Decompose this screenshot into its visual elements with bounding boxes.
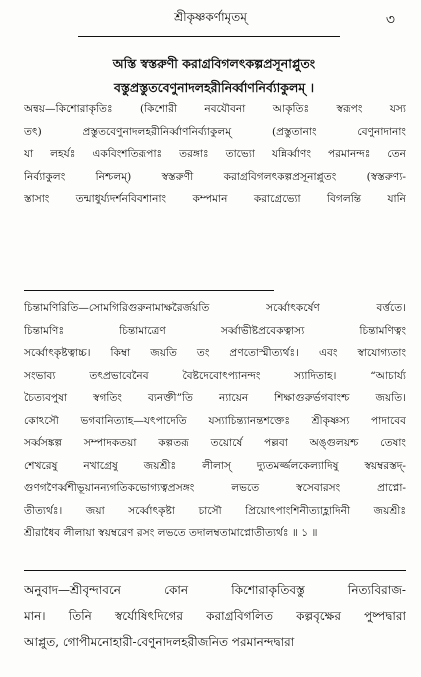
page-header (0, 6, 421, 28)
commentary-line: নির্ব্যাকুলং নিশ্চলম্) স্বস্তরুণী করাগ্রবিগলৎকল্পপ্রসূনাপ্লুতং (স্বস্তরুণ্য- (24, 170, 406, 183)
footnote-line: শ্রীরাধৈব লীলায়া স্বয়ম্বরেণ রসং লভতে তদালম্বতামাপ্নোতীত্যর্থঃ ॥ ১ ॥ (24, 527, 318, 539)
footnote-divider (24, 290, 274, 291)
commentary-line: অন্বয়—কিশোরাকৃতিঃ (কিশোরী নবযৌবনা আকৃতিঃ স্বরূপং যস্য (24, 103, 406, 115)
footnote-line: চিন্তামণিরিতি—সোমগিরিগুরুনামাক্ষরৈর্জয়তি সর্ব্বোৎকর্ষেণ বর্ত্ততে। (24, 302, 406, 314)
verse-line-2: বস্তুপ্রস্তুতবেণুনাদলহরীনির্ব্বাণনির্ব্যাকুলম্ । (113, 80, 315, 95)
footnote-block (24, 297, 406, 545)
commentary-anvaya (24, 98, 406, 211)
translation-divider (24, 570, 406, 571)
page-number: ৩ (385, 12, 395, 28)
verse-line-1: অস্তি স্বস্তরুণী করাগ্রবিগলৎকল্পপ্রসূনাপ্লুতং (112, 56, 316, 71)
footnote-line: সংভাব্য তৎপ্রভাবেনৈব বৈষ্টদেবোৎপ্যানন্দং স্যাদিতাহ। “আচার্য্য (24, 369, 406, 382)
header-rule (78, 36, 340, 37)
footnote-line: গুণগণৈর্ব্বশীভূয়ানন্যগতিকভোগ্যত্বপ্রসঙ্গং লভতে স্বসেবারসং প্রাপ্নো- (24, 482, 406, 494)
translation-line: অনুবাদ—শ্রীবৃন্দাবনে কোন কিশোরাকৃতিবস্তু নিত্যবিরাজ- (24, 583, 406, 597)
verse-block (24, 52, 404, 100)
footnote-line: কোঽসৌ ভগবানিত্যাহ—যৎপাদেতি যস্যাচিন্ত্যানন্তশক্তেঃ শ্রীকৃষ্ণস্য পাদাবেব (24, 414, 406, 427)
translation-line: মান। তিনি স্বর্যোষিৎদিগের করাগ্রবিগলিত কল্পবৃক্ষের পুষ্পদ্বারা (24, 609, 406, 623)
commentary-line: যা লহর্যঃ একবিংশতিরূপাঃ তরঙ্গাঃ তাভ্যো যন্নির্ব্বাণং পরমানন্দঃ তেন (24, 148, 406, 160)
footnote-line: তীত্যর্থঃ। জয়া সর্ব্বোৎকৃষ্টা চাসৌ প্রিয়োৎপাংশিনীত্যাহ্লাদিনী জয়শ্রীঃ (24, 504, 406, 517)
translation-block (24, 577, 406, 655)
footnote-line: সর্ব্বোৎকৃষ্টত্বাচ্চ। কিম্বা জয়তি তং প্রণতোস্মীত্যর্থঃ। এবং স্বাযোগ্যতাং (24, 347, 406, 359)
running-title: শ্রীকৃষ্ণকর্ণামৃতম্ (174, 10, 247, 24)
footnote-line: চৈত্যবপুষা স্বগতিং ব্যনক্তী”তি ন্যায়েন শিক্ষাগুরুর্ভগবাংশ্চ জয়তি। (24, 392, 406, 404)
footnote-line: সর্ব্বসঙ্কল্প সম্পাদকতয়া কল্পতরূ তয়োর্ষে পল্লবা অঙ্গুলয়শ্চ তেষাং (24, 437, 406, 449)
footnote-line: শেখরেষু নখাগ্রেষু জয়শ্রীঃ লীলাস্‌ দ্যুতমর্জ্জলকেল্যাদিষু স্বয়ম্বরস্তদ্- (24, 459, 406, 472)
commentary-line: স্তাসাং তন্মাধুর্য্যদর্শনবিবশানাং কম্পমান করাগ্রেভ্যো বিগলন্তি যানি (24, 193, 406, 205)
commentary-line: তৎ) প্রস্তুতবেণুনাদলহরীনির্ব্বাণনির্ব্যাকুলম্ (প্রস্তুতানাং বেণুনাদানাং (24, 125, 406, 138)
footnote-line: চিন্তামণিঃ চিন্তামাত্রেণ সর্ব্বাভীষ্টপ্রবেকত্বাস্য চিন্তামণিত্বং (24, 324, 406, 337)
translation-line: আপ্লুত, গোপীমনোহারী-বেণুনাদলহরীজনিত পরমানন্দদ্বারা (24, 635, 295, 649)
